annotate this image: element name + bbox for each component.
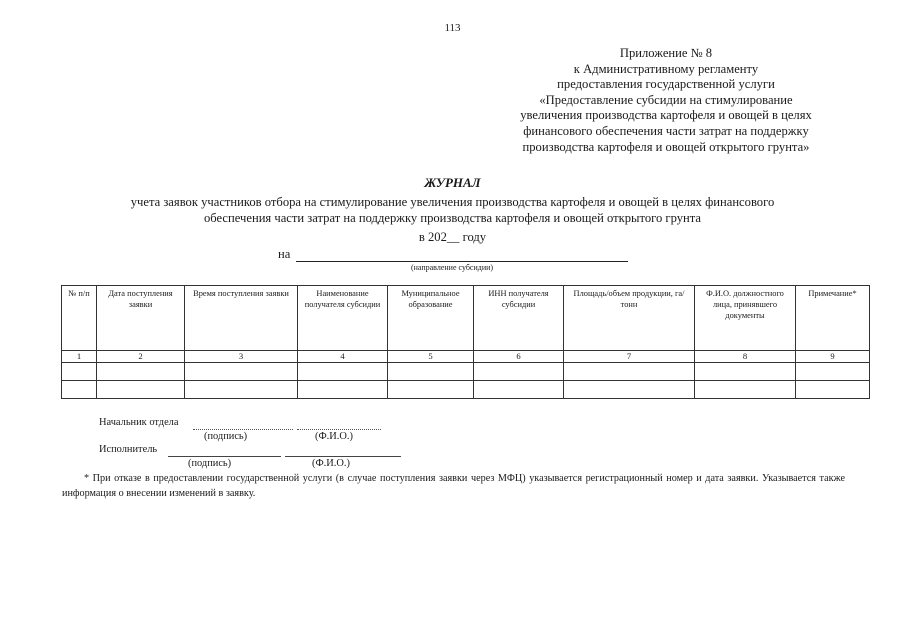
appendix-line: Приложение № 8 — [619, 46, 713, 60]
table-cell — [388, 363, 474, 381]
table-cell — [298, 381, 388, 399]
subtitle-line: обеспечения части затрат на поддержку производства картофеля и овощей открытого грунта — [203, 211, 701, 225]
table-cell — [388, 381, 474, 399]
appendix-header — [480, 46, 852, 155]
column-number-cell: 9 — [796, 351, 870, 363]
head-signature-line — [193, 429, 293, 430]
footnote: * При отказе в предоставлении государственной услуги (в случае поступления заявки через МФЦ) указывается регистрационный номер и дата заявки. Указывается также информация о внесении изменений в заявку. — [62, 473, 845, 499]
table-row — [62, 381, 870, 399]
table-header-cell: Ф.И.О. должностного лица, принявшего документы — [695, 286, 796, 351]
direction-field-line — [296, 261, 628, 262]
table-cell — [62, 381, 97, 399]
column-number-cell: 2 — [97, 351, 185, 363]
table-header-cell: Муниципальное образование — [388, 286, 474, 351]
table-cell — [564, 381, 695, 399]
executor-fio-caption: (Ф.И.О.) — [312, 458, 350, 469]
executor-fio-line — [285, 456, 401, 457]
executor-signature-line — [168, 456, 281, 457]
table-cell — [185, 363, 298, 381]
appendix-line: финансового обеспечения части затрат на поддержку — [523, 123, 809, 138]
column-number-cell: 5 — [388, 351, 474, 363]
table-header-cell: ИНН получателя субсидии — [474, 286, 564, 351]
year-line: в 202__ году — [418, 230, 487, 244]
journal-table — [61, 285, 870, 399]
head-of-department-label: Начальник отдела — [99, 417, 179, 428]
table-cell — [97, 381, 185, 399]
table-cell — [474, 363, 564, 381]
column-number-cell: 7 — [564, 351, 695, 363]
table-cell — [564, 363, 695, 381]
executor-signature-caption: (подпись) — [188, 458, 232, 469]
direction-caption: (направление субсидии) — [410, 263, 494, 272]
head-fio-caption: (Ф.И.О.) — [315, 431, 353, 442]
column-number-cell: 4 — [298, 351, 388, 363]
column-number-cell: 6 — [474, 351, 564, 363]
table-row — [62, 363, 870, 381]
direction-label: на — [278, 247, 291, 261]
table-header-cell: Площадь/объем продукции, га/тонн — [564, 286, 695, 351]
table-header-cell: Наименование получателя субсидии — [298, 286, 388, 351]
table-column-numbers-row — [62, 351, 870, 363]
column-number-cell: 1 — [62, 351, 97, 363]
column-number-cell: 3 — [185, 351, 298, 363]
appendix-line: производства картофеля и овощей открытого грунта» — [522, 139, 810, 154]
subtitle-line: учета заявок участников отбора на стимулирование увеличения производства картофеля и овощей в целях финансового — [130, 195, 775, 209]
journal-subtitle — [40, 194, 865, 226]
table-header-cell: Дата поступления заявки — [97, 286, 185, 351]
table-cell — [298, 363, 388, 381]
journal-title: ЖУРНАЛ — [424, 175, 481, 190]
appendix-line: к Административному регламенту — [573, 61, 759, 76]
table-cell — [97, 363, 185, 381]
table-header-row — [62, 286, 870, 351]
appendix-line: предоставления государственной услуги — [557, 77, 775, 92]
column-number-cell: 8 — [695, 351, 796, 363]
table-cell — [695, 381, 796, 399]
page-number: 113 — [444, 22, 461, 34]
head-signature-caption: (подпись) — [204, 431, 248, 442]
table-header-cell: Примечание* — [796, 286, 870, 351]
table-header-cell: № п/п — [62, 286, 97, 351]
table-cell — [185, 381, 298, 399]
table-cell — [474, 381, 564, 399]
head-fio-line — [297, 429, 381, 430]
table-cell — [695, 363, 796, 381]
table-cell — [796, 363, 870, 381]
appendix-line: «Предоставление субсидии на стимулирование — [539, 92, 793, 107]
appendix-line: увеличения производства картофеля и овощей в целях — [520, 108, 812, 123]
table-header-cell: Время поступления заявки — [185, 286, 298, 351]
table-cell — [62, 363, 97, 381]
executor-label: Исполнитель — [99, 444, 158, 455]
table-cell — [796, 381, 870, 399]
